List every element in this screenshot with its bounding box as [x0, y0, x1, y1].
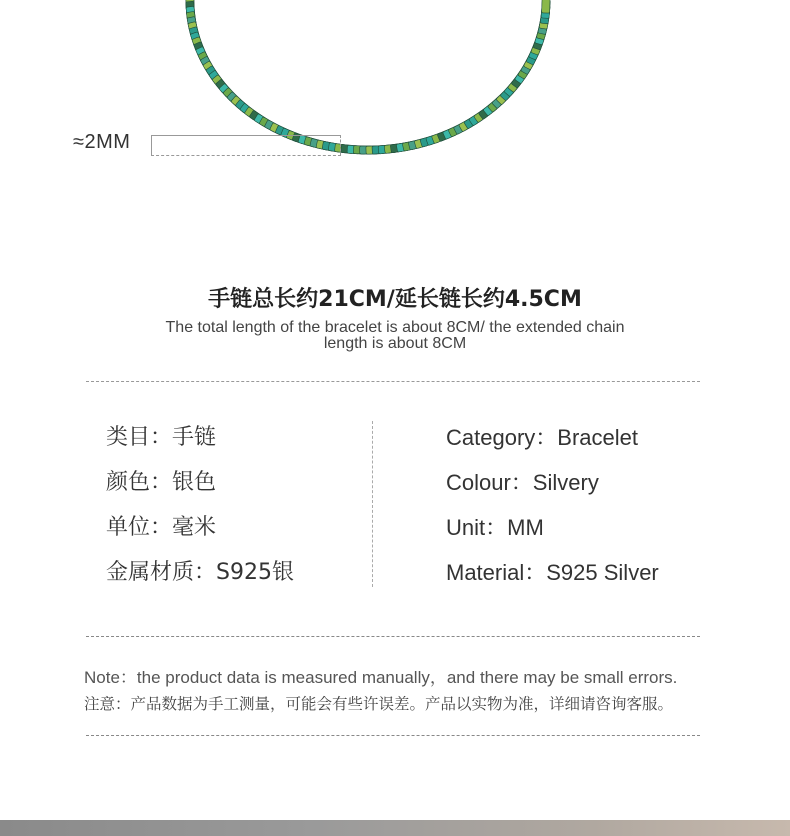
spec-material-en: Material：S925 Silver [446, 560, 659, 585]
divider-top [86, 381, 700, 382]
spec-material-cn: 金属材质：S925银 [106, 560, 294, 585]
spec-column-divider [372, 421, 373, 587]
length-title: 手链总长约21CM/延长链长约4.5CM [208, 287, 582, 312]
length-subtitle-line-1: The total length of the bracelet is about 8CM/ the extended chain [165, 319, 625, 336]
divider-notes-top [86, 636, 700, 637]
next-image-edge [0, 820, 790, 836]
divider-notes-bottom [86, 735, 700, 736]
spec-unit-en: Unit：MM [446, 515, 544, 540]
length-subtitle-line-2: length is about 8CM [323, 335, 467, 352]
note-chinese: 注意：产品数据为手工测量，可能会有些许误差。产品以实物为准，详细请咨询客服。 [84, 695, 674, 713]
bead-size-label: ≈2MM [73, 131, 131, 153]
note-english: Note：the product data is measured manually，and there may be small errors. [84, 668, 678, 687]
bead-size-indicator [151, 135, 341, 156]
spec-colour-cn: 颜色：银色 [106, 470, 217, 495]
spec-category-cn: 类目：手链 [106, 425, 217, 450]
spec-unit-cn: 单位：毫米 [106, 515, 217, 540]
bead [542, 0, 551, 13]
spec-category-en: Category：Bracelet [446, 425, 638, 450]
length-subtitle [130, 320, 660, 352]
spec-colour-en: Colour：Silvery [446, 470, 599, 495]
